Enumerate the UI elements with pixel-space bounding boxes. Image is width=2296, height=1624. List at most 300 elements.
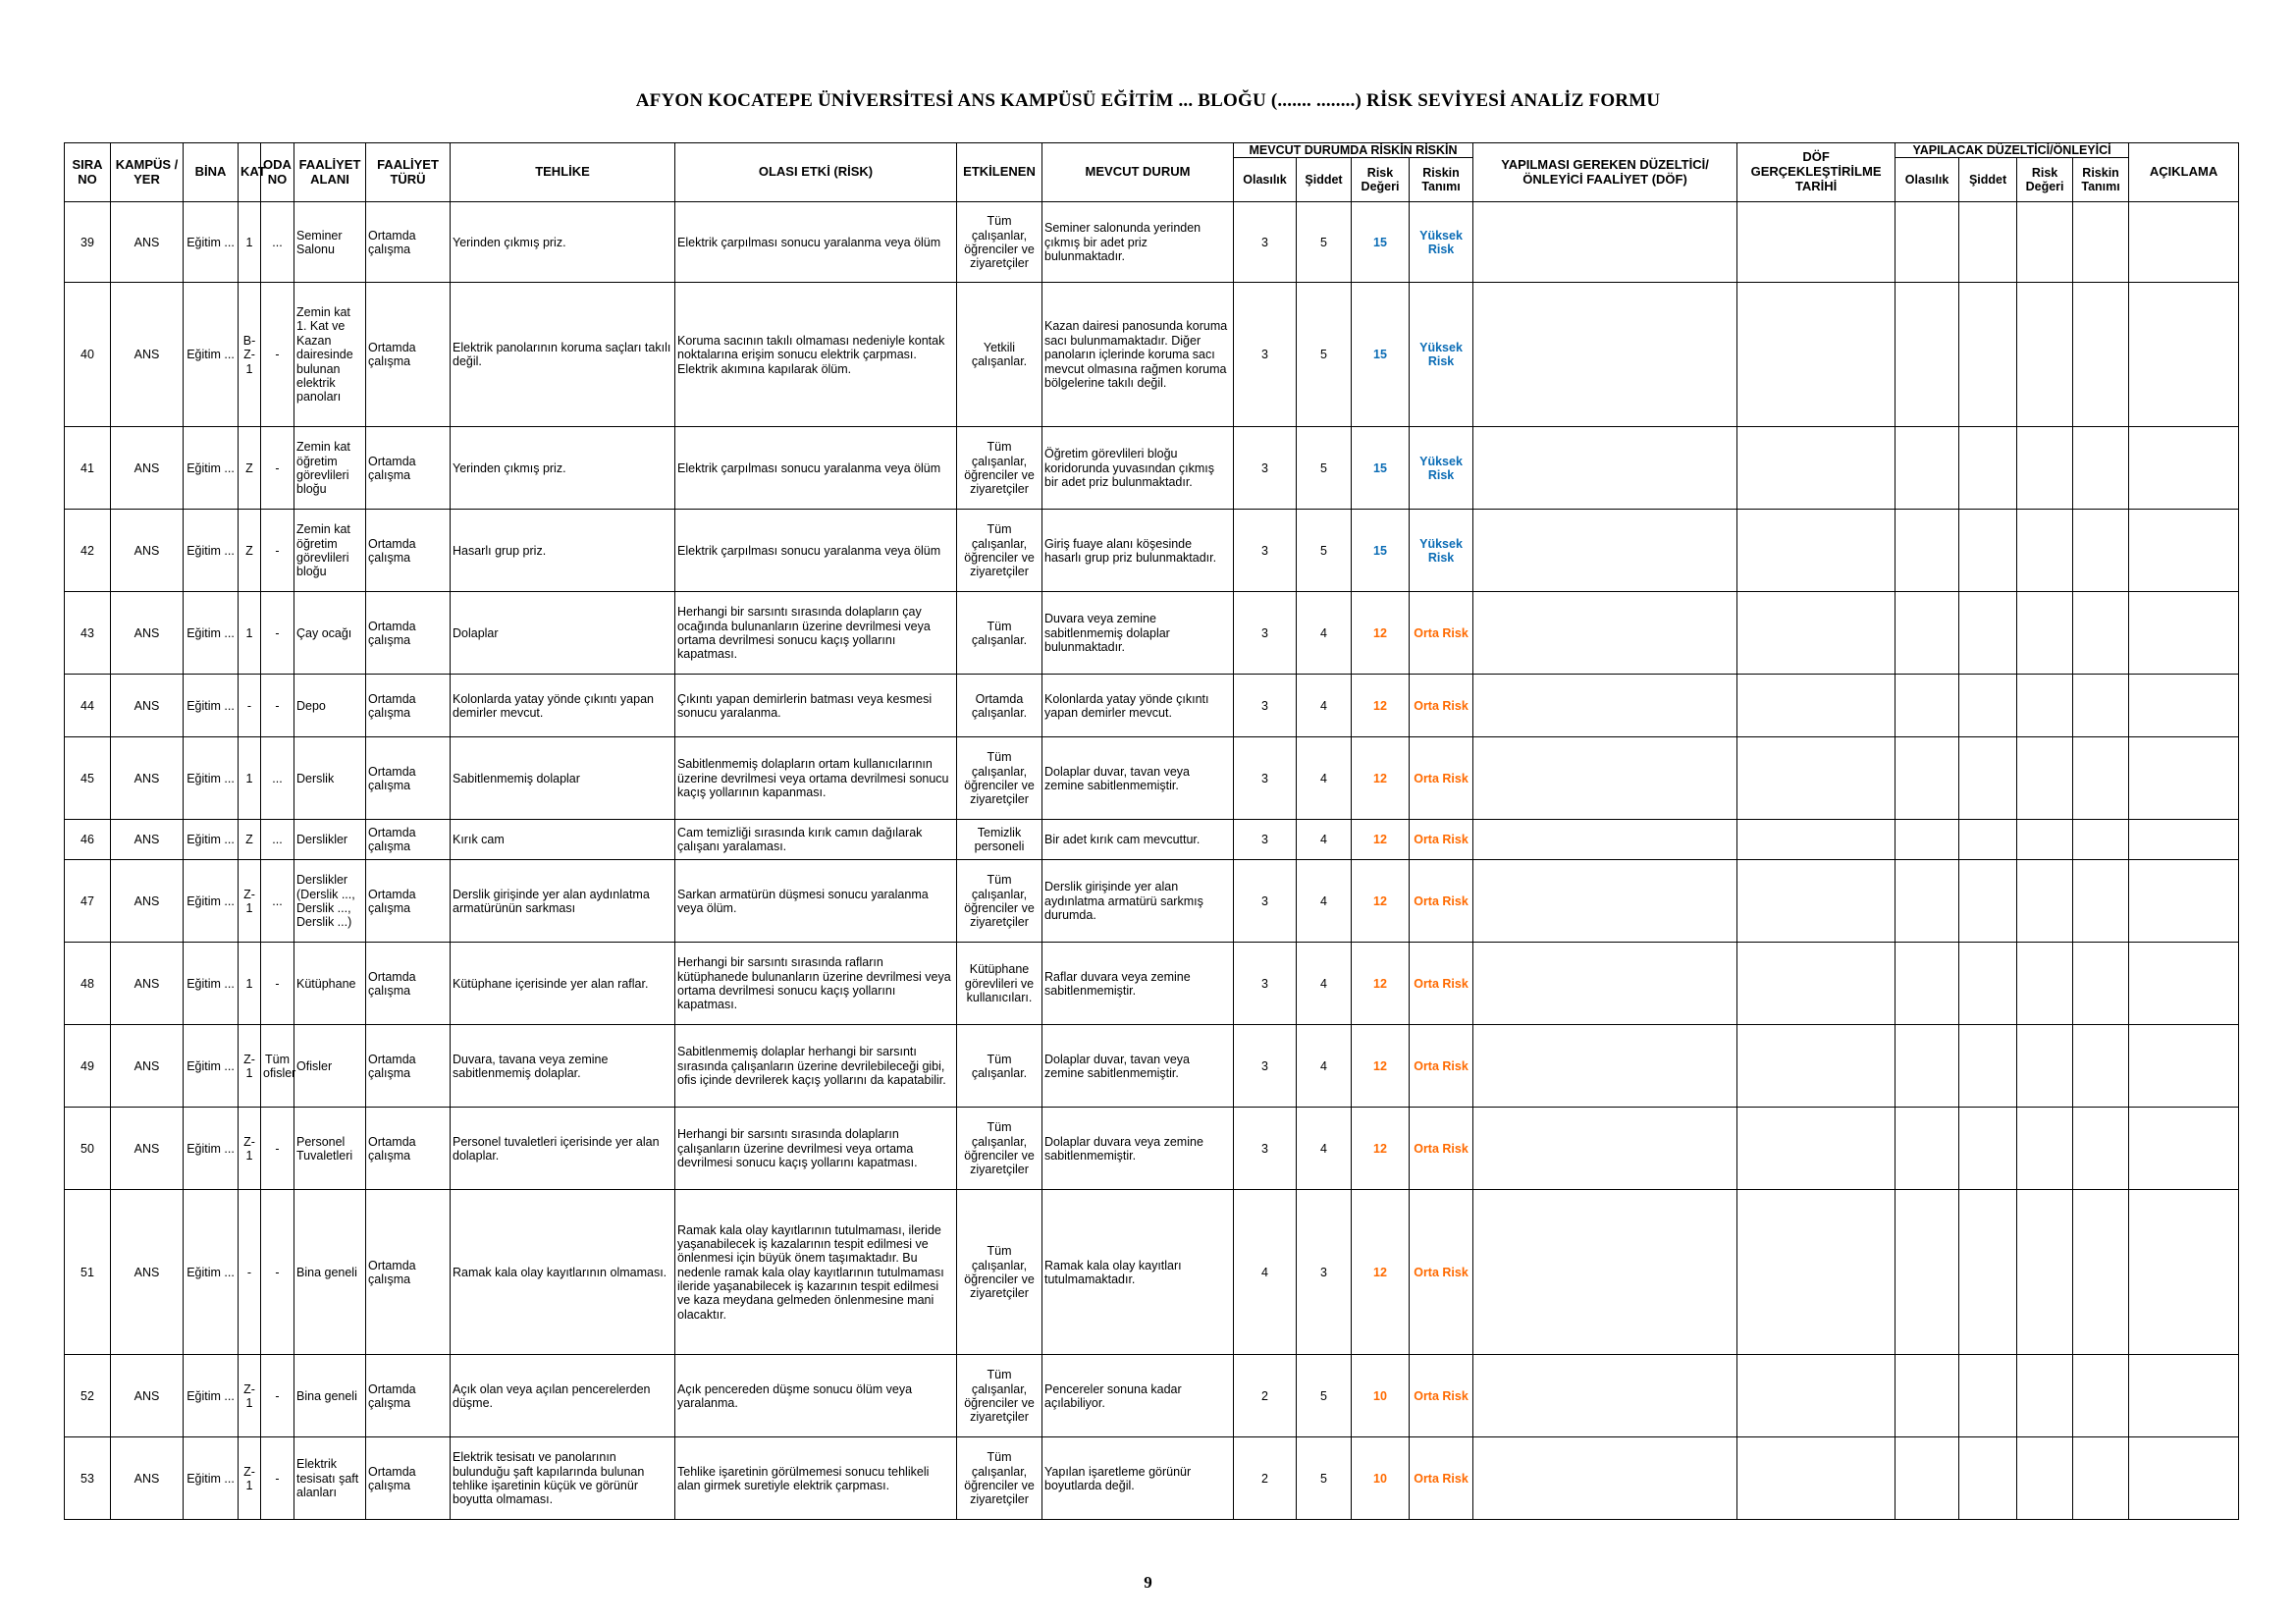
yeni-siddet-cell bbox=[1959, 1025, 2017, 1108]
yeni-siddet-cell bbox=[1959, 592, 2017, 675]
faaliyet-turu-cell: Ortamda çalışma bbox=[366, 820, 451, 860]
olasilik-cell: 3 bbox=[1234, 202, 1297, 283]
siddet-cell: 5 bbox=[1297, 202, 1352, 283]
olasilik-cell: 2 bbox=[1234, 1355, 1297, 1437]
mevcut-durum-cell: Öğretim görevlileri bloğu koridorunda yuvasından çıkmış bir adet priz bulunmaktadır. bbox=[1042, 427, 1234, 510]
aciklama-cell bbox=[2129, 510, 2239, 592]
table-row bbox=[65, 283, 2239, 427]
mevcut-durum-cell: Dolaplar duvar, tavan veya zemine sabitlenmemiştir. bbox=[1042, 737, 1234, 820]
tehlike-cell: Yerinden çıkmış priz. bbox=[451, 202, 675, 283]
dof-tarih-cell bbox=[1737, 737, 1896, 820]
tehlike-cell: Elektrik panolarının koruma saçları takılı değil. bbox=[451, 283, 675, 427]
mevcut-durum-cell: Dolaplar duvara veya zemine sabitlenmemiştir. bbox=[1042, 1108, 1234, 1190]
etkilenen-cell: Tüm çalışanlar. bbox=[957, 1025, 1042, 1108]
faaliyet-alani-cell: Derslik bbox=[294, 737, 366, 820]
bina-cell: Eğitim ... bbox=[184, 1437, 239, 1520]
risk-analysis-table bbox=[64, 142, 2239, 1520]
table-row bbox=[65, 1355, 2239, 1437]
bina-cell: Eğitim ... bbox=[184, 1025, 239, 1108]
olasi-etki-cell: Elektrik çarpılması sonucu yaralanma veya ölüm bbox=[675, 202, 957, 283]
kampus-cell: ANS bbox=[111, 737, 184, 820]
yeni-siddet-cell bbox=[1959, 860, 2017, 943]
etkilenen-cell: Tüm çalışanlar, öğrenciler ve ziyaretçiler bbox=[957, 427, 1042, 510]
olasilik-cell: 3 bbox=[1234, 1108, 1297, 1190]
aciklama-cell bbox=[2129, 1437, 2239, 1520]
yeni-riskin-tanimi-cell bbox=[2073, 737, 2129, 820]
col-header-bina: BİNA bbox=[184, 143, 239, 202]
yeni-risk-degeri-cell bbox=[2017, 1108, 2073, 1190]
etkilenen-cell: Ortamda çalışanlar. bbox=[957, 675, 1042, 737]
sira-no-cell: 44 bbox=[65, 675, 111, 737]
aciklama-cell bbox=[2129, 592, 2239, 675]
siddet-cell: 4 bbox=[1297, 943, 1352, 1025]
sira-no-cell: 47 bbox=[65, 860, 111, 943]
kat-cell: 1 bbox=[239, 737, 261, 820]
sira-no-cell: 45 bbox=[65, 737, 111, 820]
riskin-tanimi-cell: Orta Risk bbox=[1410, 1190, 1473, 1355]
faaliyet-turu-cell: Ortamda çalışma bbox=[366, 1108, 451, 1190]
dof-tarih-cell bbox=[1737, 1355, 1896, 1437]
riskin-tanimi-cell: Yüksek Risk bbox=[1410, 202, 1473, 283]
yeni-riskin-tanimi-cell bbox=[2073, 510, 2129, 592]
dof-cell bbox=[1473, 675, 1737, 737]
dof-cell bbox=[1473, 737, 1737, 820]
aciklama-cell bbox=[2129, 820, 2239, 860]
siddet-cell: 4 bbox=[1297, 860, 1352, 943]
tehlike-cell: Elektrik tesisatı ve panolarının bulunduğu şaft kapılarında bulunan tehlike işaretinin küçük ve görünür boyutta olmaması. bbox=[451, 1437, 675, 1520]
dof-cell bbox=[1473, 1437, 1737, 1520]
kat-cell: Z-1 bbox=[239, 1437, 261, 1520]
tehlike-cell: Kırık cam bbox=[451, 820, 675, 860]
tehlike-cell: Açık olan veya açılan pencerelerden düşme. bbox=[451, 1355, 675, 1437]
risk-degeri-cell: 12 bbox=[1352, 1190, 1410, 1355]
faaliyet-turu-cell: Ortamda çalışma bbox=[366, 1190, 451, 1355]
yeni-risk-degeri-cell bbox=[2017, 283, 2073, 427]
yeni-riskin-tanimi-cell bbox=[2073, 1437, 2129, 1520]
col-header-kampus: KAMPÜS / YER bbox=[111, 143, 184, 202]
risk-degeri-cell: 12 bbox=[1352, 860, 1410, 943]
table-row bbox=[65, 592, 2239, 675]
risk-degeri-cell: 12 bbox=[1352, 1108, 1410, 1190]
olasilik-cell: 2 bbox=[1234, 1437, 1297, 1520]
faaliyet-alani-cell: Ofisler bbox=[294, 1025, 366, 1108]
kampus-cell: ANS bbox=[111, 820, 184, 860]
mevcut-durum-cell: Dolaplar duvar, tavan veya zemine sabitlenmemiştir. bbox=[1042, 1025, 1234, 1108]
kat-cell: 1 bbox=[239, 202, 261, 283]
bina-cell: Eğitim ... bbox=[184, 820, 239, 860]
oda-no-cell: - bbox=[261, 675, 294, 737]
bina-cell: Eğitim ... bbox=[184, 860, 239, 943]
dof-tarih-cell bbox=[1737, 860, 1896, 943]
dof-cell bbox=[1473, 1190, 1737, 1355]
bina-cell: Eğitim ... bbox=[184, 592, 239, 675]
riskin-tanimi-cell: Orta Risk bbox=[1410, 675, 1473, 737]
olasi-etki-cell: Açık pencereden düşme sonucu ölüm veya yaralanma. bbox=[675, 1355, 957, 1437]
dof-tarih-cell bbox=[1737, 510, 1896, 592]
risk-degeri-cell: 10 bbox=[1352, 1355, 1410, 1437]
kampus-cell: ANS bbox=[111, 943, 184, 1025]
aciklama-cell bbox=[2129, 1108, 2239, 1190]
yeni-riskin-tanimi-cell bbox=[2073, 820, 2129, 860]
olasi-etki-cell: Sabitlenmemiş dolapların ortam kullanıcılarının üzerine devrilmesi veya ortama devrilmesi sonucu kaçış yollarının kapanması. bbox=[675, 737, 957, 820]
yeni-siddet-cell bbox=[1959, 820, 2017, 860]
dof-tarih-cell bbox=[1737, 1190, 1896, 1355]
sira-no-cell: 43 bbox=[65, 592, 111, 675]
kat-cell: 1 bbox=[239, 592, 261, 675]
kat-cell: Z-1 bbox=[239, 1355, 261, 1437]
dof-cell bbox=[1473, 1025, 1737, 1108]
olasilik-cell: 4 bbox=[1234, 1190, 1297, 1355]
oda-no-cell: - bbox=[261, 510, 294, 592]
riskin-tanimi-cell: Yüksek Risk bbox=[1410, 427, 1473, 510]
risk-degeri-cell: 12 bbox=[1352, 1025, 1410, 1108]
aciklama-cell bbox=[2129, 943, 2239, 1025]
siddet-cell: 5 bbox=[1297, 1355, 1352, 1437]
olasi-etki-cell: Tehlike işaretinin görülmemesi sonucu tehlikeli alan girmek suretiyle elektrik çarpması. bbox=[675, 1437, 957, 1520]
faaliyet-turu-cell: Ortamda çalışma bbox=[366, 427, 451, 510]
kat-cell: - bbox=[239, 675, 261, 737]
table-row bbox=[65, 427, 2239, 510]
sira-no-cell: 39 bbox=[65, 202, 111, 283]
riskin-tanimi-cell: Orta Risk bbox=[1410, 1108, 1473, 1190]
dof-cell bbox=[1473, 1108, 1737, 1190]
riskin-tanimi-cell: Orta Risk bbox=[1410, 1025, 1473, 1108]
faaliyet-turu-cell: Ortamda çalışma bbox=[366, 860, 451, 943]
yeni-risk-degeri-cell bbox=[2017, 427, 2073, 510]
yeni-olasilik-cell bbox=[1896, 675, 1959, 737]
tehlike-cell: Kolonlarda yatay yönde çıkıntı yapan demirler mevcut. bbox=[451, 675, 675, 737]
kat-cell: Z bbox=[239, 820, 261, 860]
risk-degeri-cell: 15 bbox=[1352, 427, 1410, 510]
faaliyet-alani-cell: Bina geneli bbox=[294, 1190, 366, 1355]
etkilenen-cell: Tüm çalışanlar, öğrenciler ve ziyaretçiler bbox=[957, 1437, 1042, 1520]
yeni-olasilik-cell bbox=[1896, 592, 1959, 675]
dof-cell bbox=[1473, 427, 1737, 510]
sira-no-cell: 46 bbox=[65, 820, 111, 860]
riskin-tanimi-cell: Orta Risk bbox=[1410, 820, 1473, 860]
oda-no-cell: Tüm ofisler bbox=[261, 1025, 294, 1108]
faaliyet-alani-cell: Zemin kat 1. Kat ve Kazan dairesinde bulunan elektrik panoları bbox=[294, 283, 366, 427]
faaliyet-turu-cell: Ortamda çalışma bbox=[366, 592, 451, 675]
yeni-siddet-cell bbox=[1959, 1355, 2017, 1437]
risk-degeri-cell: 15 bbox=[1352, 510, 1410, 592]
olasilik-cell: 3 bbox=[1234, 820, 1297, 860]
riskin-tanimi-cell: Yüksek Risk bbox=[1410, 283, 1473, 427]
faaliyet-alani-cell: Derslikler bbox=[294, 820, 366, 860]
group-header-yapilacak: YAPILACAK DÜZELTİCİ/ÖNLEYİCİ bbox=[1896, 143, 2129, 158]
dof-tarih-cell bbox=[1737, 202, 1896, 283]
olasilik-cell: 3 bbox=[1234, 943, 1297, 1025]
mevcut-durum-cell: Pencereler sonuna kadar açılabiliyor. bbox=[1042, 1355, 1234, 1437]
mevcut-durum-cell: Kolonlarda yatay yönde çıkıntı yapan demirler mevcut. bbox=[1042, 675, 1234, 737]
yeni-riskin-tanimi-cell bbox=[2073, 283, 2129, 427]
faaliyet-turu-cell: Ortamda çalışma bbox=[366, 675, 451, 737]
table-row bbox=[65, 737, 2239, 820]
table-row bbox=[65, 675, 2239, 737]
siddet-cell: 5 bbox=[1297, 1437, 1352, 1520]
oda-no-cell: - bbox=[261, 592, 294, 675]
header-row-1 bbox=[65, 143, 2239, 158]
dof-tarih-cell bbox=[1737, 675, 1896, 737]
bina-cell: Eğitim ... bbox=[184, 675, 239, 737]
etkilenen-cell: Tüm çalışanlar, öğrenciler ve ziyaretçiler bbox=[957, 1190, 1042, 1355]
col-header-sira-no: SIRA NO bbox=[65, 143, 111, 202]
yeni-siddet-cell bbox=[1959, 427, 2017, 510]
etkilenen-cell: Temizlik personeli bbox=[957, 820, 1042, 860]
kampus-cell: ANS bbox=[111, 1108, 184, 1190]
yeni-olasilik-cell bbox=[1896, 1108, 1959, 1190]
dof-cell bbox=[1473, 510, 1737, 592]
dof-tarih-cell bbox=[1737, 1437, 1896, 1520]
mevcut-durum-cell: Duvara veya zemine sabitlenmemiş dolaplar bulunmaktadır. bbox=[1042, 592, 1234, 675]
dof-cell bbox=[1473, 202, 1737, 283]
yeni-risk-degeri-cell bbox=[2017, 820, 2073, 860]
olasilik-cell: 3 bbox=[1234, 737, 1297, 820]
kat-cell: Z bbox=[239, 427, 261, 510]
col-header-riskin-tanimi: Riskin Tanımı bbox=[1410, 158, 1473, 202]
riskin-tanimi-cell: Orta Risk bbox=[1410, 1437, 1473, 1520]
tehlike-cell: Sabitlenmemiş dolaplar bbox=[451, 737, 675, 820]
etkilenen-cell: Tüm çalışanlar, öğrenciler ve ziyaretçiler bbox=[957, 202, 1042, 283]
yeni-siddet-cell bbox=[1959, 202, 2017, 283]
yeni-risk-degeri-cell bbox=[2017, 202, 2073, 283]
dof-tarih-cell bbox=[1737, 283, 1896, 427]
olasilik-cell: 3 bbox=[1234, 283, 1297, 427]
kat-cell: Z-1 bbox=[239, 1108, 261, 1190]
oda-no-cell: ... bbox=[261, 202, 294, 283]
yeni-riskin-tanimi-cell bbox=[2073, 675, 2129, 737]
col-header-risk-degeri: Risk Değeri bbox=[1352, 158, 1410, 202]
bina-cell: Eğitim ... bbox=[184, 202, 239, 283]
kampus-cell: ANS bbox=[111, 1190, 184, 1355]
yeni-riskin-tanimi-cell bbox=[2073, 860, 2129, 943]
olasilik-cell: 3 bbox=[1234, 592, 1297, 675]
oda-no-cell: - bbox=[261, 283, 294, 427]
olasi-etki-cell: Herhangi bir sarsıntı sırasında dolapların çay ocağında bulunanların üzerine devrilmesi veya ortama devrilmesi sonucu kaçış yollarını kapatması. bbox=[675, 592, 957, 675]
tehlike-cell: Personel tuvaletleri içerisinde yer alan dolaplar. bbox=[451, 1108, 675, 1190]
kat-cell: Z bbox=[239, 510, 261, 592]
faaliyet-alani-cell: Zemin kat öğretim görevlileri bloğu bbox=[294, 427, 366, 510]
bina-cell: Eğitim ... bbox=[184, 1108, 239, 1190]
sira-no-cell: 40 bbox=[65, 283, 111, 427]
riskin-tanimi-cell: Orta Risk bbox=[1410, 737, 1473, 820]
sira-no-cell: 42 bbox=[65, 510, 111, 592]
siddet-cell: 4 bbox=[1297, 1025, 1352, 1108]
risk-degeri-cell: 12 bbox=[1352, 675, 1410, 737]
dof-cell bbox=[1473, 1355, 1737, 1437]
oda-no-cell: ... bbox=[261, 860, 294, 943]
tehlike-cell: Duvara, tavana veya zemine sabitlenmemiş dolaplar. bbox=[451, 1025, 675, 1108]
kampus-cell: ANS bbox=[111, 202, 184, 283]
mevcut-durum-cell: Seminer salonunda yerinden çıkmış bir adet priz bulunmaktadır. bbox=[1042, 202, 1234, 283]
siddet-cell: 5 bbox=[1297, 510, 1352, 592]
faaliyet-alani-cell: Bina geneli bbox=[294, 1355, 366, 1437]
dof-cell bbox=[1473, 283, 1737, 427]
riskin-tanimi-cell: Orta Risk bbox=[1410, 1355, 1473, 1437]
siddet-cell: 5 bbox=[1297, 427, 1352, 510]
kat-cell: B-Z-1 bbox=[239, 283, 261, 427]
col-header-yeni-olasilik: Olasılık bbox=[1896, 158, 1959, 202]
etkilenen-cell: Tüm çalışanlar, öğrenciler ve ziyaretçiler bbox=[957, 1355, 1042, 1437]
col-header-oda-no: ODA NO bbox=[261, 143, 294, 202]
yeni-risk-degeri-cell bbox=[2017, 1025, 2073, 1108]
siddet-cell: 4 bbox=[1297, 1108, 1352, 1190]
etkilenen-cell: Tüm çalışanlar, öğrenciler ve ziyaretçiler bbox=[957, 860, 1042, 943]
olasi-etki-cell: Ramak kala olay kayıtlarının tutulmaması, ileride yaşanabilecek iş kazalarının tespit edilmesi ve önlenmesi için büyük önem taşımaktadır. Bu nedenle ramak kala olay kayıtlarının tutulmaması ileride yaşanabilecek iş kazarının tespit edilmesi ve kaza meydana gelmeden önlenmesine mani olacaktır. bbox=[675, 1190, 957, 1355]
kampus-cell: ANS bbox=[111, 1355, 184, 1437]
yeni-olasilik-cell bbox=[1896, 1025, 1959, 1108]
col-header-aciklama: AÇIKLAMA bbox=[2129, 143, 2239, 202]
tehlike-cell: Hasarlı grup priz. bbox=[451, 510, 675, 592]
mevcut-durum-cell: Kazan dairesi panosunda koruma sacı bulunmamaktadır. Diğer panoların içlerinde koruma sacı mevcut olmasına rağmen koruma bölgelerine takılı değil. bbox=[1042, 283, 1234, 427]
col-header-faaliyet-turu: FAALİYET TÜRÜ bbox=[366, 143, 451, 202]
mevcut-durum-cell: Yapılan işaretleme görünür boyutlarda değil. bbox=[1042, 1437, 1234, 1520]
faaliyet-alani-cell: Derslikler (Derslik ..., Derslik ..., Derslik ...) bbox=[294, 860, 366, 943]
col-header-dof-tarih: DÖF GERÇEKLEŞTİRİLME TARİHİ bbox=[1737, 143, 1896, 202]
yeni-siddet-cell bbox=[1959, 510, 2017, 592]
siddet-cell: 4 bbox=[1297, 592, 1352, 675]
page-number: 9 bbox=[1144, 1573, 1152, 1592]
risk-degeri-cell: 15 bbox=[1352, 202, 1410, 283]
faaliyet-alani-cell: Elektrik tesisatı şaft alanları bbox=[294, 1437, 366, 1520]
yeni-olasilik-cell bbox=[1896, 1355, 1959, 1437]
oda-no-cell: - bbox=[261, 1355, 294, 1437]
table-row bbox=[65, 820, 2239, 860]
kampus-cell: ANS bbox=[111, 592, 184, 675]
dof-cell bbox=[1473, 943, 1737, 1025]
kampus-cell: ANS bbox=[111, 283, 184, 427]
col-header-olasilik: Olasılık bbox=[1234, 158, 1297, 202]
risk-degeri-cell: 12 bbox=[1352, 592, 1410, 675]
yeni-riskin-tanimi-cell bbox=[2073, 592, 2129, 675]
etkilenen-cell: Tüm çalışanlar, öğrenciler ve ziyaretçiler bbox=[957, 510, 1042, 592]
risk-degeri-cell: 15 bbox=[1352, 283, 1410, 427]
col-header-siddet: Şiddet bbox=[1297, 158, 1352, 202]
tehlike-cell: Yerinden çıkmış priz. bbox=[451, 427, 675, 510]
faaliyet-turu-cell: Ortamda çalışma bbox=[366, 510, 451, 592]
table-row bbox=[65, 202, 2239, 283]
siddet-cell: 4 bbox=[1297, 675, 1352, 737]
kampus-cell: ANS bbox=[111, 427, 184, 510]
col-header-yeni-riskin-tanimi: Riskin Tanımı bbox=[2073, 158, 2129, 202]
yeni-risk-degeri-cell bbox=[2017, 1437, 2073, 1520]
faaliyet-alani-cell: Kütüphane bbox=[294, 943, 366, 1025]
mevcut-durum-cell: Raflar duvara veya zemine sabitlenmemiştir. bbox=[1042, 943, 1234, 1025]
faaliyet-turu-cell: Ortamda çalışma bbox=[366, 1355, 451, 1437]
olasi-etki-cell: Sabitlenmemiş dolaplar herhangi bir sarsıntı sırasında çalışanların üzerine devrilebileceği gibi, ofis içinde devrilerek kaçış yollarını da kapatabilir. bbox=[675, 1025, 957, 1108]
table-row bbox=[65, 1025, 2239, 1108]
dof-tarih-cell bbox=[1737, 427, 1896, 510]
risk-degeri-cell: 12 bbox=[1352, 943, 1410, 1025]
yeni-olasilik-cell bbox=[1896, 283, 1959, 427]
riskin-tanimi-cell: Orta Risk bbox=[1410, 860, 1473, 943]
kampus-cell: ANS bbox=[111, 1025, 184, 1108]
form-title: AFYON KOCATEPE ÜNİVERSİTESİ ANS KAMPÜSÜ EĞİTİM ... BLOĞU (....... ........) RİSK SEVİYESİ ANALİZ FORMU bbox=[635, 90, 1661, 111]
mevcut-durum-cell: Giriş fuaye alanı köşesinde hasarlı grup priz bulunmaktadır. bbox=[1042, 510, 1234, 592]
olasi-etki-cell: Herhangi bir sarsıntı sırasında rafların kütüphanede bulunanların üzerine devrilmesi veya ortama devrilmesi sonucu kaçış yollarını kapatması. bbox=[675, 943, 957, 1025]
etkilenen-cell: Kütüphane görevlileri ve kullanıcıları. bbox=[957, 943, 1042, 1025]
faaliyet-turu-cell: Ortamda çalışma bbox=[366, 1025, 451, 1108]
bina-cell: Eğitim ... bbox=[184, 510, 239, 592]
col-header-tehlike: TEHLİKE bbox=[451, 143, 675, 202]
yeni-olasilik-cell bbox=[1896, 202, 1959, 283]
oda-no-cell: ... bbox=[261, 820, 294, 860]
etkilenen-cell: Tüm çalışanlar. bbox=[957, 592, 1042, 675]
bina-cell: Eğitim ... bbox=[184, 283, 239, 427]
yeni-olasilik-cell bbox=[1896, 737, 1959, 820]
bina-cell: Eğitim ... bbox=[184, 427, 239, 510]
yeni-riskin-tanimi-cell bbox=[2073, 1355, 2129, 1437]
yeni-siddet-cell bbox=[1959, 737, 2017, 820]
olasilik-cell: 3 bbox=[1234, 1025, 1297, 1108]
olasilik-cell: 3 bbox=[1234, 510, 1297, 592]
kampus-cell: ANS bbox=[111, 675, 184, 737]
riskin-tanimi-cell: Yüksek Risk bbox=[1410, 510, 1473, 592]
kat-cell: Z-1 bbox=[239, 860, 261, 943]
yeni-siddet-cell bbox=[1959, 283, 2017, 427]
bina-cell: Eğitim ... bbox=[184, 943, 239, 1025]
yeni-risk-degeri-cell bbox=[2017, 1355, 2073, 1437]
yeni-risk-degeri-cell bbox=[2017, 737, 2073, 820]
oda-no-cell: ... bbox=[261, 737, 294, 820]
yeni-riskin-tanimi-cell bbox=[2073, 202, 2129, 283]
olasilik-cell: 3 bbox=[1234, 860, 1297, 943]
siddet-cell: 5 bbox=[1297, 283, 1352, 427]
etkilenen-cell: Tüm çalışanlar, öğrenciler ve ziyaretçiler bbox=[957, 737, 1042, 820]
faaliyet-alani-cell: Seminer Salonu bbox=[294, 202, 366, 283]
yeni-risk-degeri-cell bbox=[2017, 1190, 2073, 1355]
col-header-dof: YAPILMASI GEREKEN DÜZELTİCİ/ÖNLEYİCİ FAALİYET (DÖF) bbox=[1473, 143, 1737, 202]
aciklama-cell bbox=[2129, 1190, 2239, 1355]
etkilenen-cell: Tüm çalışanlar, öğrenciler ve ziyaretçiler bbox=[957, 1108, 1042, 1190]
table-row bbox=[65, 943, 2239, 1025]
sira-no-cell: 51 bbox=[65, 1190, 111, 1355]
faaliyet-turu-cell: Ortamda çalışma bbox=[366, 943, 451, 1025]
yeni-risk-degeri-cell bbox=[2017, 943, 2073, 1025]
faaliyet-turu-cell: Ortamda çalışma bbox=[366, 737, 451, 820]
oda-no-cell: - bbox=[261, 1108, 294, 1190]
aciklama-cell bbox=[2129, 675, 2239, 737]
dof-tarih-cell bbox=[1737, 943, 1896, 1025]
kampus-cell: ANS bbox=[111, 1437, 184, 1520]
oda-no-cell: - bbox=[261, 427, 294, 510]
siddet-cell: 3 bbox=[1297, 1190, 1352, 1355]
dof-cell bbox=[1473, 860, 1737, 943]
aciklama-cell bbox=[2129, 1355, 2239, 1437]
tehlike-cell: Ramak kala olay kayıtlarının olmaması. bbox=[451, 1190, 675, 1355]
yeni-olasilik-cell bbox=[1896, 427, 1959, 510]
aciklama-cell bbox=[2129, 427, 2239, 510]
col-header-kat: KAT bbox=[239, 143, 261, 202]
col-header-olasi-etki: OLASI ETKİ (RİSK) bbox=[675, 143, 957, 202]
olasi-etki-cell: Sarkan armatürün düşmesi sonucu yaralanma veya ölüm. bbox=[675, 860, 957, 943]
yeni-riskin-tanimi-cell bbox=[2073, 1190, 2129, 1355]
col-header-mevcut-durum: MEVCUT DURUM bbox=[1042, 143, 1234, 202]
olasilik-cell: 3 bbox=[1234, 427, 1297, 510]
olasi-etki-cell: Koruma sacının takılı olmaması nedeniyle kontak noktalarına erişim sonucu elektrik çarpması. Elektrik akımına kapılarak ölüm. bbox=[675, 283, 957, 427]
tehlike-cell: Dolaplar bbox=[451, 592, 675, 675]
col-header-faaliyet-alani: FAALİYET ALANI bbox=[294, 143, 366, 202]
olasi-etki-cell: Çıkıntı yapan demirlerin batması veya kesmesi sonucu yaralanma. bbox=[675, 675, 957, 737]
kampus-cell: ANS bbox=[111, 860, 184, 943]
yeni-riskin-tanimi-cell bbox=[2073, 1108, 2129, 1190]
dof-tarih-cell bbox=[1737, 592, 1896, 675]
tehlike-cell: Kütüphane içerisinde yer alan raflar. bbox=[451, 943, 675, 1025]
oda-no-cell: - bbox=[261, 1437, 294, 1520]
olasi-etki-cell: Elektrik çarpılması sonucu yaralanma veya ölüm bbox=[675, 510, 957, 592]
yeni-siddet-cell bbox=[1959, 1108, 2017, 1190]
yeni-risk-degeri-cell bbox=[2017, 675, 2073, 737]
